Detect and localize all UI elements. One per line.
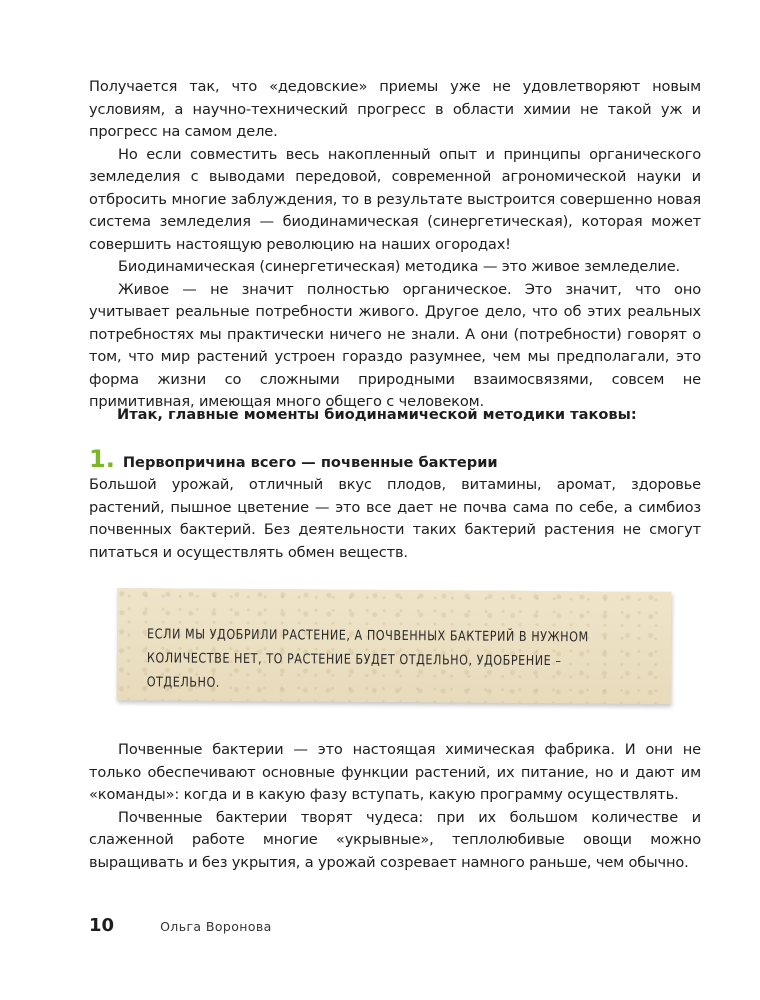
- paragraph: Почвенные бактерии — это настоящая химическая фабрика. И они не только обеспечивают основные функции растений, их питание, но и дают им «команды»: когда и в какую фазу вступать, какую программу осуществлять.: [89, 741, 701, 803]
- section-heading: Итак, главные моменты биодинамической методики таковы:: [117, 406, 637, 423]
- section-number: 1.: [89, 445, 115, 473]
- paragraph: Но если совместить весь накопленный опыт и принципы органического земледелия с выводами передовой, современной агрономической науки и отбросить многие заблуждения, то в результате выстроится совершенно новая система земледелия — биодинамическая (синергетическая), которая может совершить настоящую революцию на наших огородах!: [89, 145, 701, 253]
- note-text: ЕСЛИ МЫ УДОБРИЛИ РАСТЕНИЕ, А ПОЧВЕННЫХ БАКТЕРИЙ В НУЖНОМ КОЛИЧЕСТВЕ НЕТ, ТО РАСТЕНИЕ БУДЕТ ОТДЕЛЬНО, УДОБРЕНИЕ – ОТДЕЛЬНО.: [146, 626, 589, 691]
- section-body: [89, 474, 701, 564]
- section-title: [89, 447, 498, 471]
- paragraph: Живое — не значит полностью органическое. Это значит, что оно учитывает реальные потребности живого. Другое дело, что об этих реальных потребностях мы практически ничего не знали. А они (потребности) говорят о том, что мир растений устроен гораздо разумнее, чем мы предполагали, это форма жизни со сложными природными взаимосвязями, совсем не примитивная, имеющая много общего с человеком.: [89, 280, 701, 410]
- author-name: Ольга Воронова: [160, 919, 272, 934]
- paper-note: [117, 588, 672, 704]
- intro-text: [89, 76, 701, 414]
- page-footer: [89, 915, 272, 936]
- paragraph: Почвенные бактерии творят чудеса: при их большом количестве и слаженной работе многие «укрывные», теплолюбивые овощи можно выращивать и без укрытия, а урожай созревает намного раньше, чем обычно.: [89, 808, 701, 871]
- section-title-text: Первопричина всего — почвенные бактерии: [122, 454, 498, 471]
- paragraph: Получается так, что «дедовские» приемы уже не удовлетворяют новым условиям, а научно-технический прогресс в области химии не такой уж и прогресс на самом деле.: [89, 78, 701, 140]
- outro-text: [89, 739, 701, 874]
- page-number: 10: [89, 915, 115, 936]
- paragraph: Биодинамическая (синергетическая) методика — это живое земледелие.: [118, 258, 681, 275]
- paragraph: Большой урожай, отличный вкус плодов, витамины, аромат, здоровье растений, пышное цветение — это все дает не почва сама по себе, а симбиоз почвенных бактерий. Без деятельности таких бактерий растения не смогут питаться и осуществлять обмен веществ.: [89, 476, 701, 561]
